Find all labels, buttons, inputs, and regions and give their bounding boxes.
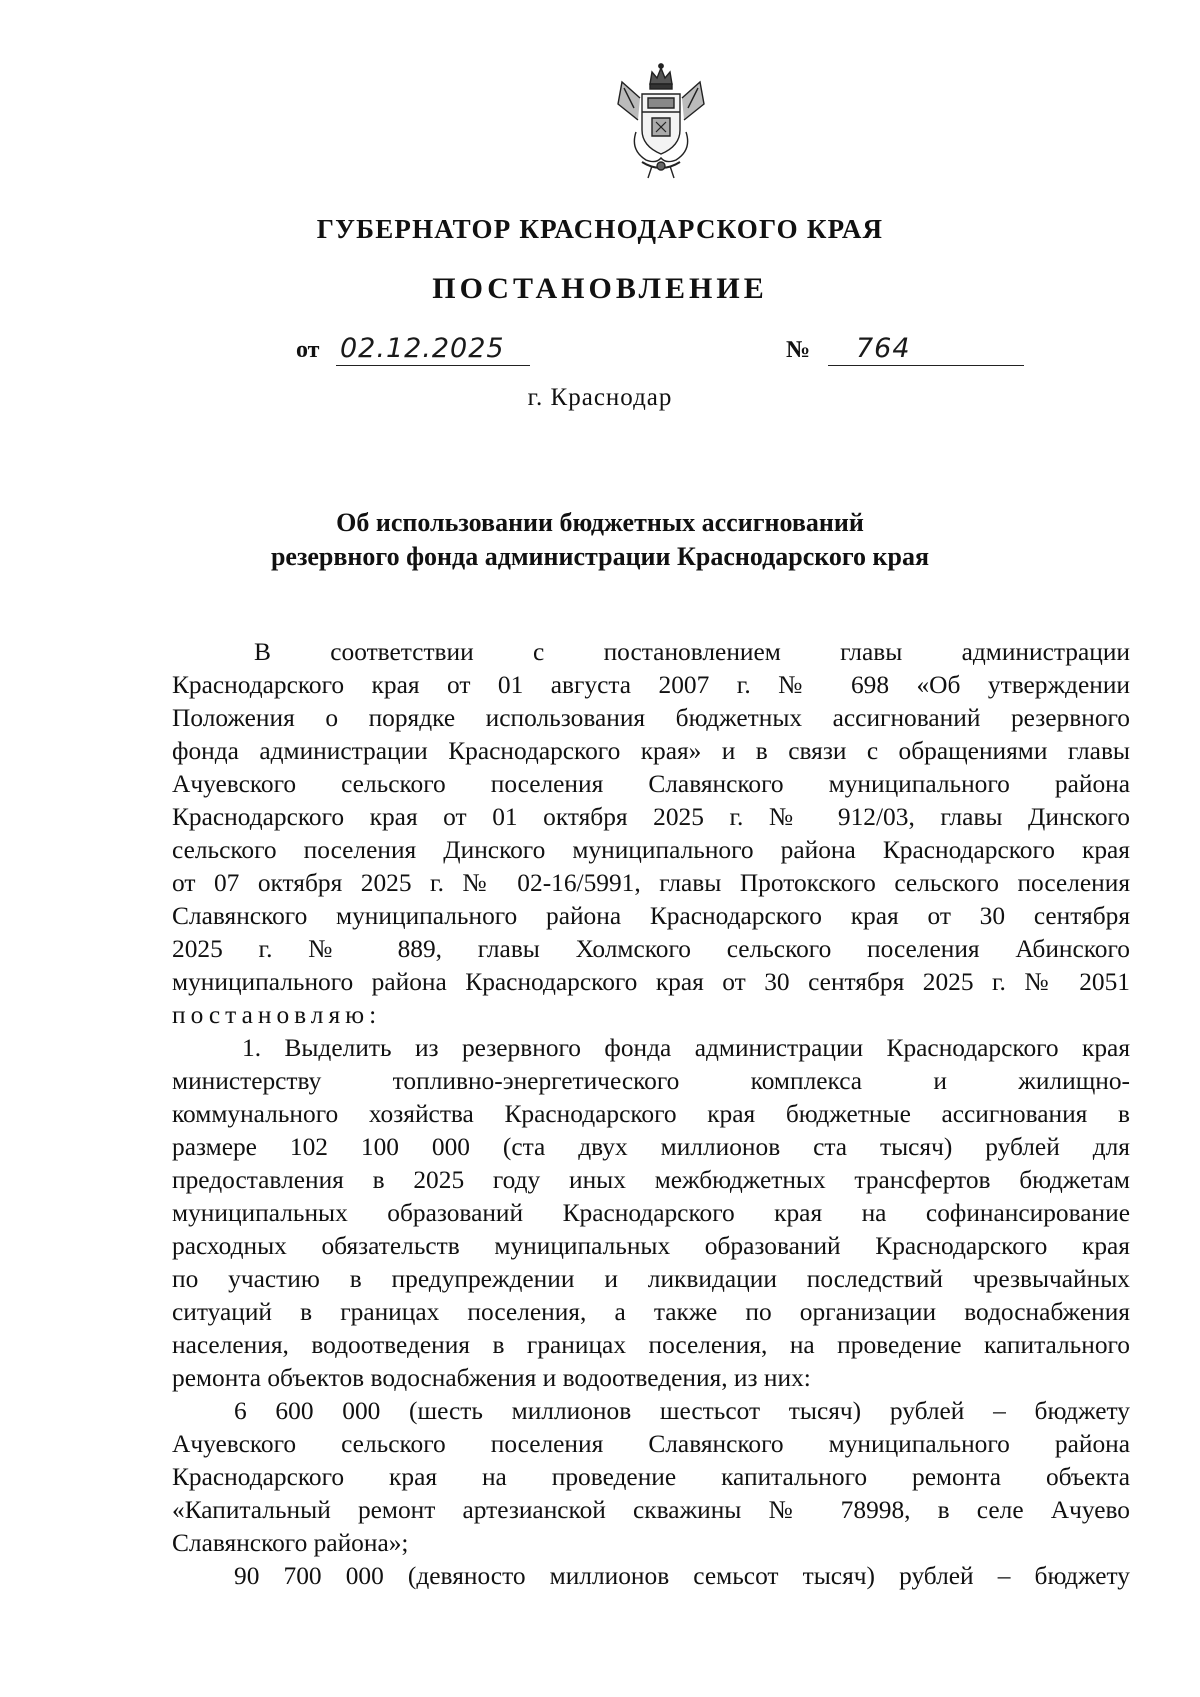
body-line: Ачуевского сельского поселения Славянского муниципального района bbox=[172, 1430, 1130, 1458]
body-line: фонда администрации Краснодарского края» и в связи с обращениями главы bbox=[172, 737, 1130, 765]
number-value: 764 bbox=[856, 333, 911, 364]
body-line: Краснодарского края от 01 октября 2025 г. № 912/03, главы Динского bbox=[172, 803, 1130, 831]
document-type-heading: ПОСТАНОВЛЕНИЕ bbox=[432, 272, 768, 305]
body-line: «Капитальный ремонт артезианской скважины № 78998, в селе Ачуево bbox=[172, 1496, 1130, 1524]
body-line: 2025 г. № 889, главы Холмского сельского поселения Абинского bbox=[172, 935, 1130, 963]
city-line: г. Краснодар bbox=[527, 384, 673, 411]
number-label: № bbox=[786, 337, 811, 363]
body-line: сельского поселения Динского муниципального района Краснодарского края bbox=[172, 836, 1130, 864]
date-value: 02.12.2025 bbox=[340, 333, 505, 364]
body-line: расходных обязательств муниципальных образований Краснодарского края bbox=[172, 1232, 1130, 1260]
body-line: 90 700 000 (девяносто миллионов семьсот тысяч) рублей – бюджету bbox=[234, 1562, 1130, 1590]
body-line: коммунального хозяйства Краснодарского края бюджетные ассигнования в bbox=[172, 1100, 1130, 1128]
body-line: предоставления в 2025 году иных межбюджетных трансфертов бюджетам bbox=[172, 1166, 1130, 1194]
date-label: от bbox=[296, 337, 320, 363]
authority-heading: ГУБЕРНАТОР КРАСНОДАРСКОГО КРАЯ bbox=[316, 214, 884, 244]
body-line: муниципальных образований Краснодарского края на софинансирование bbox=[172, 1199, 1130, 1227]
body-line: от 07 октября 2025 г. № 02-16/5991, главы Протокского сельского поселения bbox=[172, 869, 1130, 897]
date-number-row bbox=[296, 330, 1036, 370]
body-line: ситуаций в границах поселения, а также по организации водоснабжения bbox=[172, 1298, 1130, 1326]
body-line: министерству топливно-энергетического комплекса и жилищно- bbox=[172, 1067, 1130, 1095]
body-line: 6 600 000 (шесть миллионов шестьсот тысяч) рублей – бюджету bbox=[234, 1397, 1130, 1425]
body-line: Славянского муниципального района Краснодарского края от 30 сентября bbox=[172, 902, 1130, 930]
body-line: Краснодарского края на проведение капитального ремонта объекта bbox=[172, 1463, 1130, 1491]
body-line: В соответствии с постановлением главы администрации bbox=[254, 638, 1130, 666]
body-line: Положения о порядке использования бюджетных ассигнований резервного bbox=[172, 704, 1130, 732]
body-line: Славянского района»; bbox=[172, 1529, 409, 1557]
body-line: 1. Выделить из резервного фонда администрации Краснодарского края bbox=[242, 1034, 1130, 1062]
body-line: муниципального района Краснодарского края от 30 сентября 2025 г. № 2051 bbox=[172, 968, 1130, 996]
body-line: ремонта объектов водоснабжения и водоотведения, из них: bbox=[172, 1364, 811, 1392]
document-title bbox=[170, 506, 1030, 574]
coat-of-arms-icon bbox=[612, 62, 710, 182]
body-line: постановляю: bbox=[172, 1001, 382, 1029]
body-line: населения, водоотведения в границах поселения, на проведение капитального bbox=[172, 1331, 1130, 1359]
body-line: Краснодарского края от 01 августа 2007 г. № 698 «Об утверждении bbox=[172, 671, 1130, 699]
body-line: размере 102 100 000 (ста двух миллионов ста тысяч) рублей для bbox=[172, 1133, 1130, 1161]
title-line-1: Об использовании бюджетных ассигнований bbox=[336, 508, 864, 537]
document-body bbox=[172, 636, 1130, 1593]
body-line: по участию в предупреждении и ликвидации последствий чрезвычайных bbox=[172, 1265, 1130, 1293]
title-line-2: резервного фонда администрации Краснодарского края bbox=[270, 542, 930, 571]
body-line: Ачуевского сельского поселения Славянского муниципального района bbox=[172, 770, 1130, 798]
